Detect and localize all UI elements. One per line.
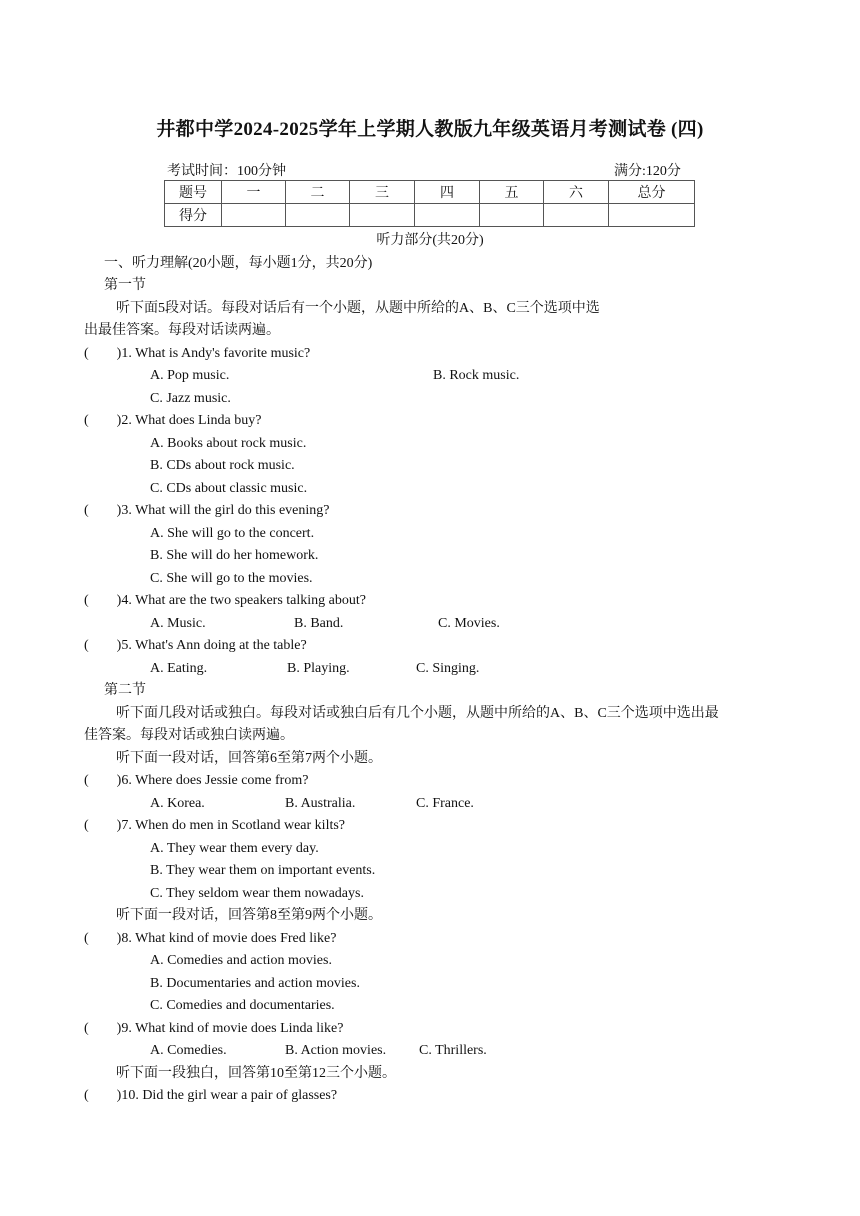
part1-heading: 一、听力理解(20小题，每小题1分，共20分) <box>104 256 373 271</box>
score-cell[interactable] <box>544 204 609 227</box>
score-row-label: 得分 <box>165 204 222 227</box>
question-10: ( )10. Did the girl wear a pair of glasses? <box>84 1088 338 1103</box>
q8-option-a: A. Comedies and action movies. <box>150 953 332 968</box>
score-cell[interactable] <box>415 204 480 227</box>
q5-option-b: B. Playing. <box>287 661 350 676</box>
q1-option-a: A. Pop music. <box>150 368 230 383</box>
section1-instruction: 听下面5段对话。每段对话后有一个小题，从题中所给的A、B、C三个选项中选 <box>116 301 600 316</box>
score-cell[interactable] <box>222 204 286 227</box>
section2-instruction-cont: 佳答案。每段对话或独白读两遍。 <box>84 728 294 743</box>
exam-time: 考试时间：100分钟 <box>167 164 286 179</box>
q7-option-b: B. They wear them on important events. <box>150 863 376 878</box>
score-table-header: 二 <box>286 181 350 204</box>
q9-option-a: A. Comedies. <box>150 1043 227 1058</box>
question-3: ( )3. What will the girl do this evening? <box>84 503 330 518</box>
question-9: ( )9. What kind of movie does Linda like? <box>84 1021 344 1036</box>
score-table-score-row <box>165 204 695 227</box>
q1-option-c: C. Jazz music. <box>150 391 231 406</box>
q6-option-c: C. France. <box>416 796 474 811</box>
score-cell[interactable] <box>350 204 415 227</box>
q6-option-b: B. Australia. <box>285 796 356 811</box>
q9-option-c: C. Thrillers. <box>419 1043 487 1058</box>
q4-option-c: C. Movies. <box>438 616 500 631</box>
q7-option-c: C. They seldom wear them nowadays. <box>150 886 364 901</box>
dialogue-8-9-instruction: 听下面一段对话，回答第8至第9两个小题。 <box>116 908 382 923</box>
score-table <box>164 180 695 227</box>
listening-section-heading: 听力部分(共20分) <box>376 233 484 248</box>
section2-instruction: 听下面几段对话或独白。每段对话或独白后有几个小题，从题中所给的A、B、C三个选项中选出最 <box>116 706 719 721</box>
score-table-header: 四 <box>415 181 480 204</box>
q2-option-c: C. CDs about classic music. <box>150 481 308 496</box>
exam-title: 井都中学2024-2025学年上学期人教版九年级英语月考测试卷 (四) <box>156 119 704 140</box>
q2-option-a: A. Books about rock music. <box>150 436 307 451</box>
q8-option-b: B. Documentaries and action movies. <box>150 976 360 991</box>
score-table-header: 总分 <box>609 181 695 204</box>
q8-option-c: C. Comedies and documentaries. <box>150 998 335 1013</box>
q5-option-a: A. Eating. <box>150 661 208 676</box>
score-cell[interactable] <box>286 204 350 227</box>
question-2: ( )2. What does Linda buy? <box>84 413 262 428</box>
score-cell[interactable] <box>480 204 544 227</box>
q3-option-a: A. She will go to the concert. <box>150 526 315 541</box>
q9-option-b: B. Action movies. <box>285 1043 387 1058</box>
score-table-header-row <box>165 181 695 204</box>
question-6: ( )6. Where does Jessie come from? <box>84 773 309 788</box>
q3-option-b: B. She will do her homework. <box>150 548 319 563</box>
score-table-header: 六 <box>544 181 609 204</box>
q1-option-b: B. Rock music. <box>433 368 520 383</box>
section2-heading: 第二节 <box>104 683 146 698</box>
dialogue-6-7-instruction: 听下面一段对话，回答第6至第7两个小题。 <box>116 751 382 766</box>
full-score: 满分:120分 <box>614 164 681 179</box>
q5-option-c: C. Singing. <box>416 661 480 676</box>
score-cell[interactable] <box>609 204 695 227</box>
question-8: ( )8. What kind of movie does Fred like? <box>84 931 337 946</box>
question-5: ( )5. What's Ann doing at the table? <box>84 638 307 653</box>
q3-option-c: C. She will go to the movies. <box>150 571 313 586</box>
section1-instruction-cont: 出最佳答案。每段对话读两遍。 <box>84 323 280 338</box>
monologue-10-12-instruction: 听下面一段独白，回答第10至第12三个小题。 <box>116 1066 396 1081</box>
score-table-header: 一 <box>222 181 286 204</box>
q7-option-a: A. They wear them every day. <box>150 841 319 856</box>
q6-option-a: A. Korea. <box>150 796 205 811</box>
question-7: ( )7. When do men in Scotland wear kilts? <box>84 818 346 833</box>
section1-heading: 第一节 <box>104 278 146 293</box>
question-1: ( )1. What is Andy's favorite music? <box>84 346 311 361</box>
q2-option-b: B. CDs about rock music. <box>150 458 295 473</box>
score-table-header: 三 <box>350 181 415 204</box>
q4-option-b: B. Band. <box>294 616 344 631</box>
score-table-header: 五 <box>480 181 544 204</box>
score-table-header: 题号 <box>165 181 222 204</box>
question-4: ( )4. What are the two speakers talking about? <box>84 593 366 608</box>
q4-option-a: A. Music. <box>150 616 206 631</box>
